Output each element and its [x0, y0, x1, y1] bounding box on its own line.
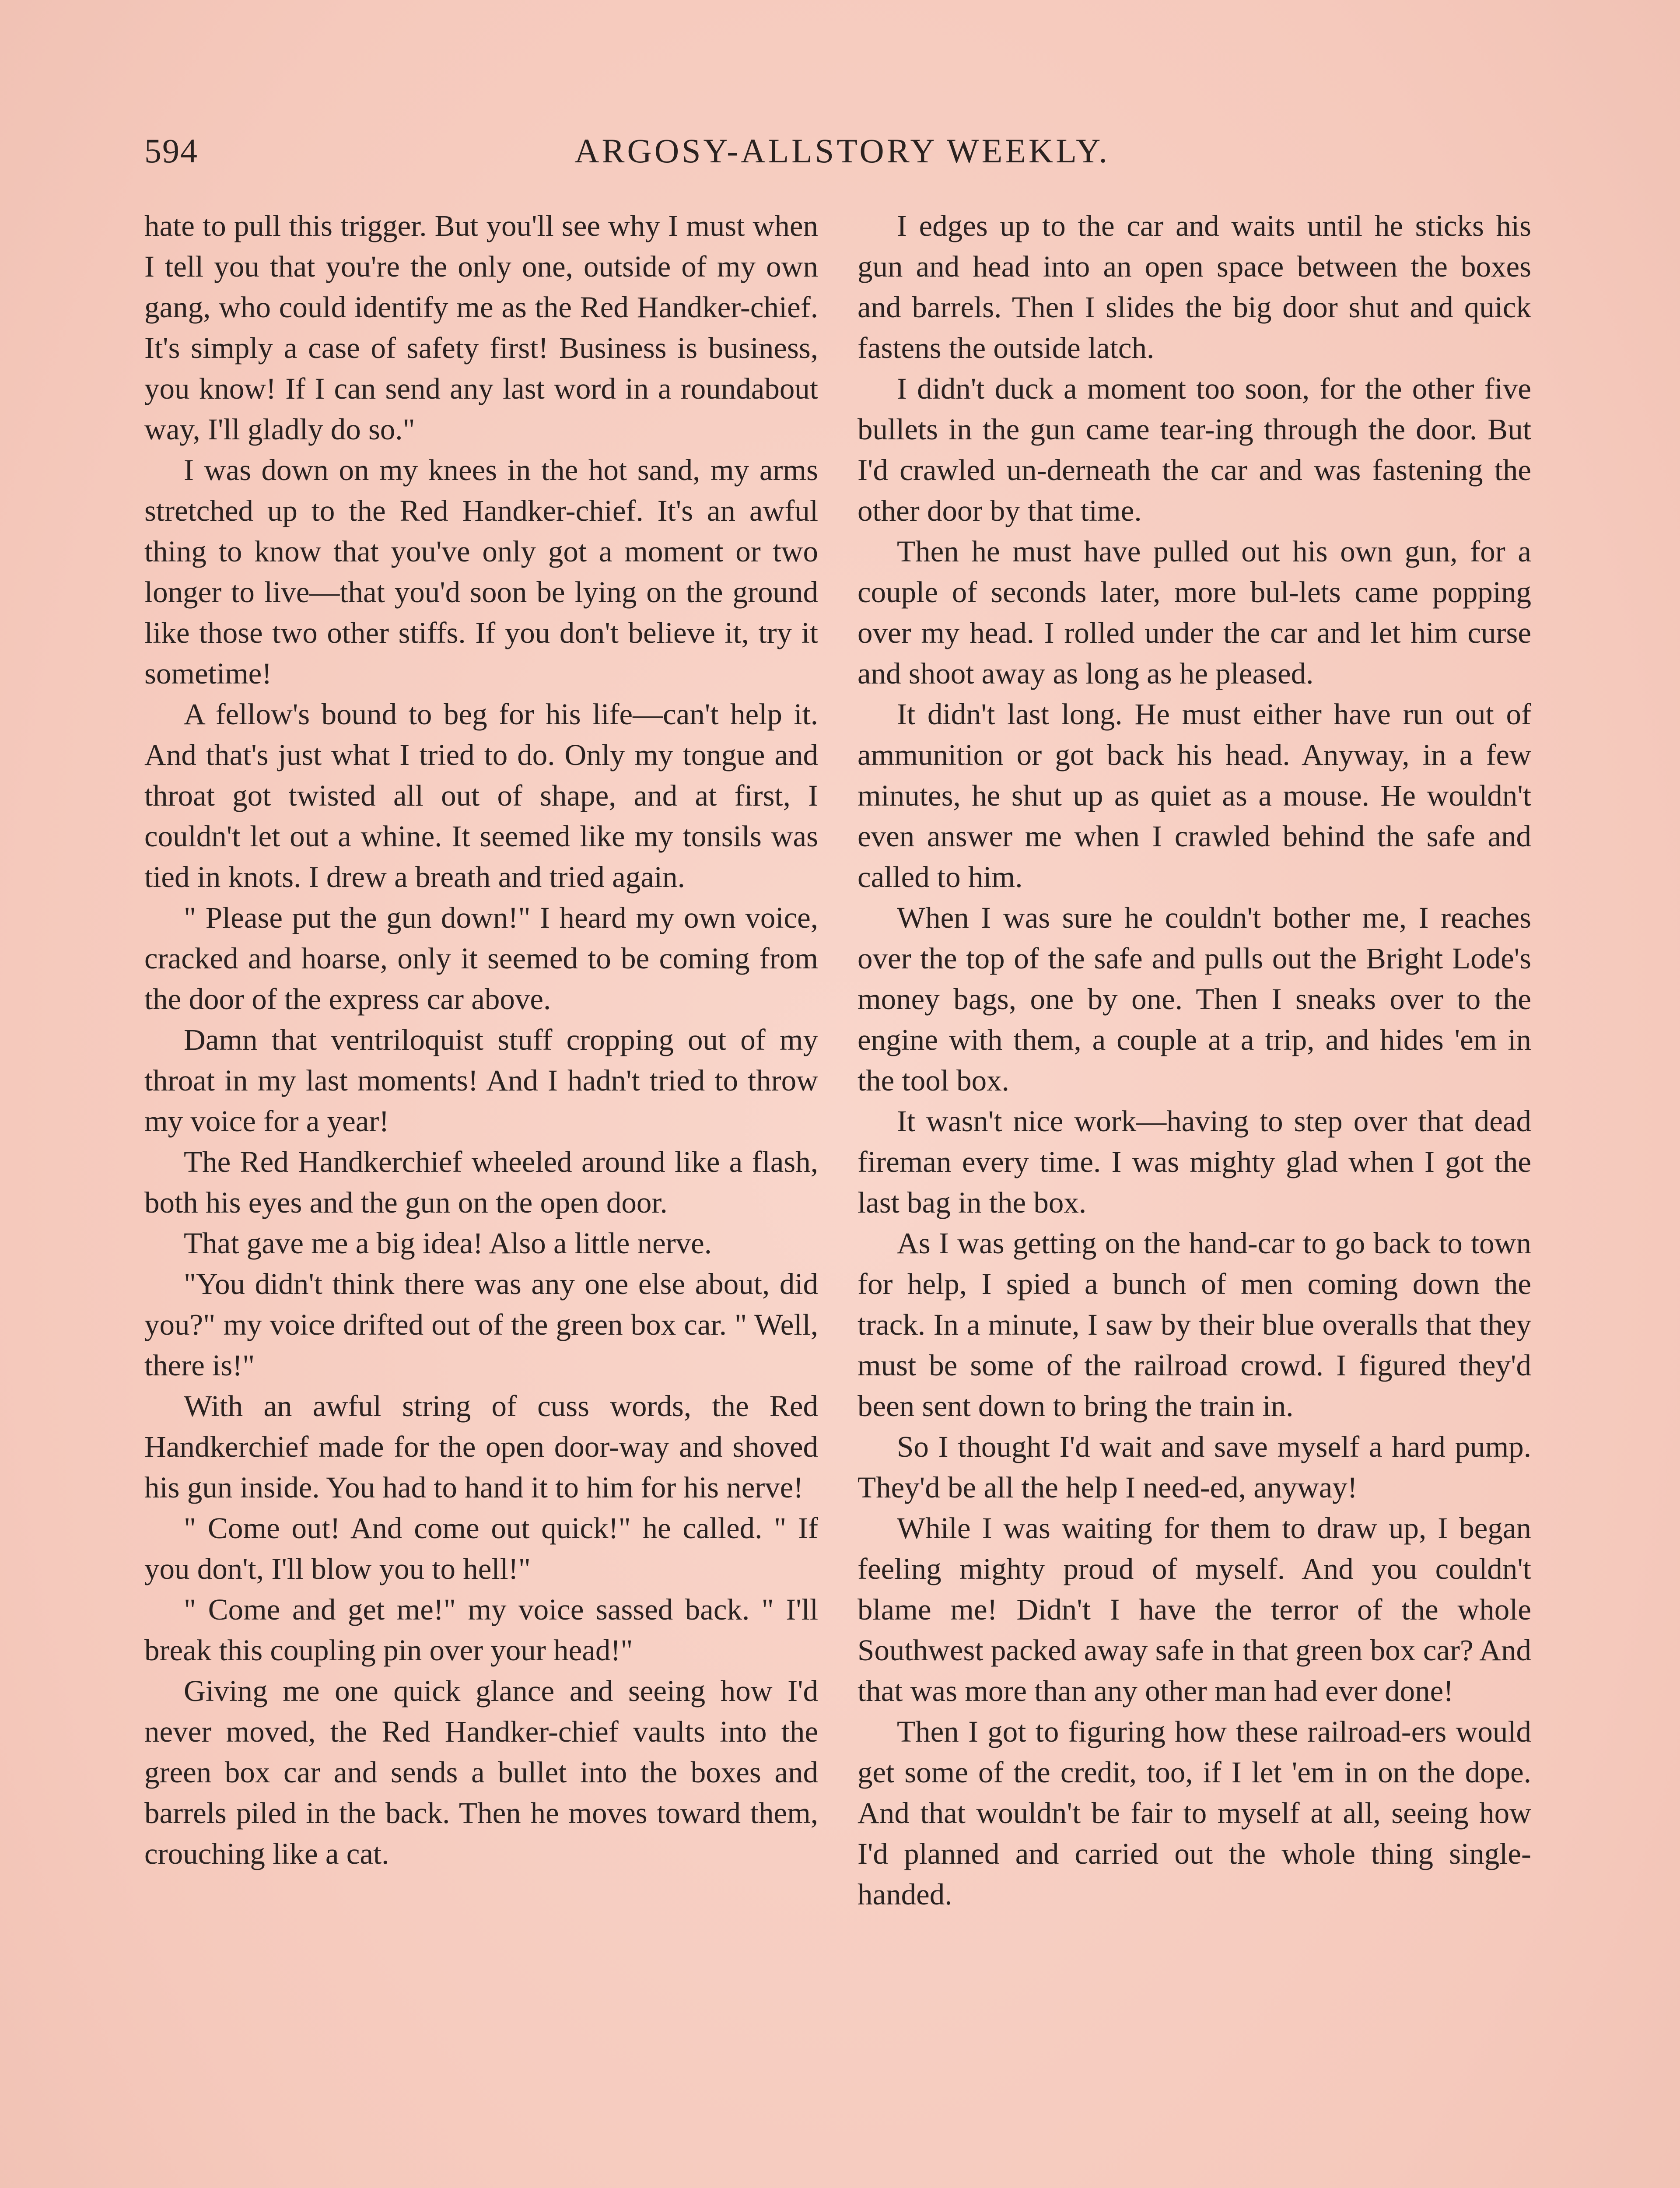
- paragraph: So I thought I'd wait and save myself a hard pump. They'd be all the help I need-ed, anyway!: [858, 1430, 1531, 1504]
- paragraph: As I was getting on the hand-car to go back to town for help, I spied a bunch of men coming down the track. In a minute, I saw by their blue overalls that they must be some of the railroad crowd. I figured they'd been sent down to bring the train in.: [858, 1227, 1531, 1423]
- paragraph: Damn that ventriloquist stuff cropping out of my throat in my last moments! And I hadn't tried to throw my voice for a year!: [144, 1023, 818, 1138]
- paragraph: I was down on my knees in the hot sand, my arms stretched up to the Red Handker-chief. It's an awful thing to know that you've only got a moment or two longer to live—that you'd soon be lying on the ground like those two other stiffs. If you don't believe it, try it sometime!: [144, 453, 818, 690]
- paragraph: " Come out! And come out quick!" he called. " If you don't, I'll blow you to hell!": [144, 1511, 818, 1585]
- left-column: [144, 206, 818, 2188]
- paragraph: A fellow's bound to beg for his life—can't help it. And that's just what I tried to do. Only my tongue and throat got twisted all out of shape, and at first, I couldn't let out a whine. It seemed like my tonsils was tied in knots. I drew a breath and tried again.: [144, 698, 818, 894]
- right-column: [858, 206, 1531, 2188]
- paragraph: I didn't duck a moment too soon, for the other five bullets in the gun came tear-ing through the door. But I'd crawled un-derneath the car and was fastening the other door by that time.: [858, 372, 1531, 527]
- running-head: ARGOSY-ALLSTORY WEEKLY.: [574, 132, 1110, 170]
- paragraph: Giving me one quick glance and seeing how I'd never moved, the Red Handker-chief vaults into the green box car and sends a bullet into the boxes and barrels piled in the back. Then he moves toward them, crouching like a cat.: [144, 1674, 818, 1870]
- paragraph: While I was waiting for them to draw up, I began feeling mighty proud of myself. And you couldn't blame me! Didn't I have the terror of the whole Southwest packed away safe in that green box car? And that was more than any other man had ever done!: [858, 1511, 1531, 1708]
- paragraph: " Come and get me!" my voice sassed back. " I'll break this coupling pin over your head!": [144, 1593, 818, 1667]
- paragraph: "You didn't think there was any one else about, did you?" my voice drifted out of the green box car. " Well, there is!": [144, 1267, 818, 1382]
- paragraph: It wasn't nice work—having to step over that dead fireman every time. I was mighty glad when I got the last bag in the box.: [858, 1105, 1531, 1219]
- paragraph: hate to pull this trigger. But you'll see why I must when I tell you that you're the only one, outside of my own gang, who could identify me as the Red Handker-chief. It's simply a case of safety first! Business is business, you know! If I can send any last word in a roundabout way, I'll gladly do so.": [144, 209, 818, 446]
- paragraph: That gave me a big idea! Also a little nerve.: [184, 1227, 712, 1260]
- page-header: [144, 131, 1540, 179]
- paragraph: The Red Handkerchief wheeled around like a flash, both his eyes and the gun on the open door.: [144, 1145, 818, 1219]
- paragraph: Then he must have pulled out his own gun, for a couple of seconds later, more bul-lets came popping over my head. I rolled under the car and let him curse and shoot away as long as he pleased.: [858, 535, 1531, 690]
- paragraph: When I was sure he couldn't bother me, I reaches over the top of the safe and pulls out the Bright Lode's money bags, one by one. Then I sneaks over to the engine with them, a couple at a trip, and hides 'em in the tool box.: [858, 901, 1531, 1097]
- paragraph: Then I got to figuring how these railroad-ers would get some of the credit, too, if I let 'em in on the dope. And that wouldn't be fair to myself at all, seeing how I'd planned and carried out the whole thing single-handed.: [858, 1715, 1531, 1911]
- paragraph: With an awful string of cuss words, the Red Handkerchief made for the open door-way and shoved his gun inside. You had to hand it to him for his nerve!: [144, 1389, 818, 1504]
- paragraph: " Please put the gun down!" I heard my own voice, cracked and hoarse, only it seemed to be coming from the door of the express car above.: [144, 901, 818, 1016]
- paragraph: I edges up to the car and waits until he sticks his gun and head into an open space between the boxes and barrels. Then I slides the big door shut and quick fastens the outside latch.: [858, 209, 1531, 365]
- page-number: 594: [144, 132, 198, 170]
- paragraph: It didn't last long. He must either have run out of ammunition or got back his head. Anyway, in a few minutes, he shut up as quiet as a mouse. He wouldn't even answer me when I crawled behind the safe and called to him.: [858, 698, 1531, 894]
